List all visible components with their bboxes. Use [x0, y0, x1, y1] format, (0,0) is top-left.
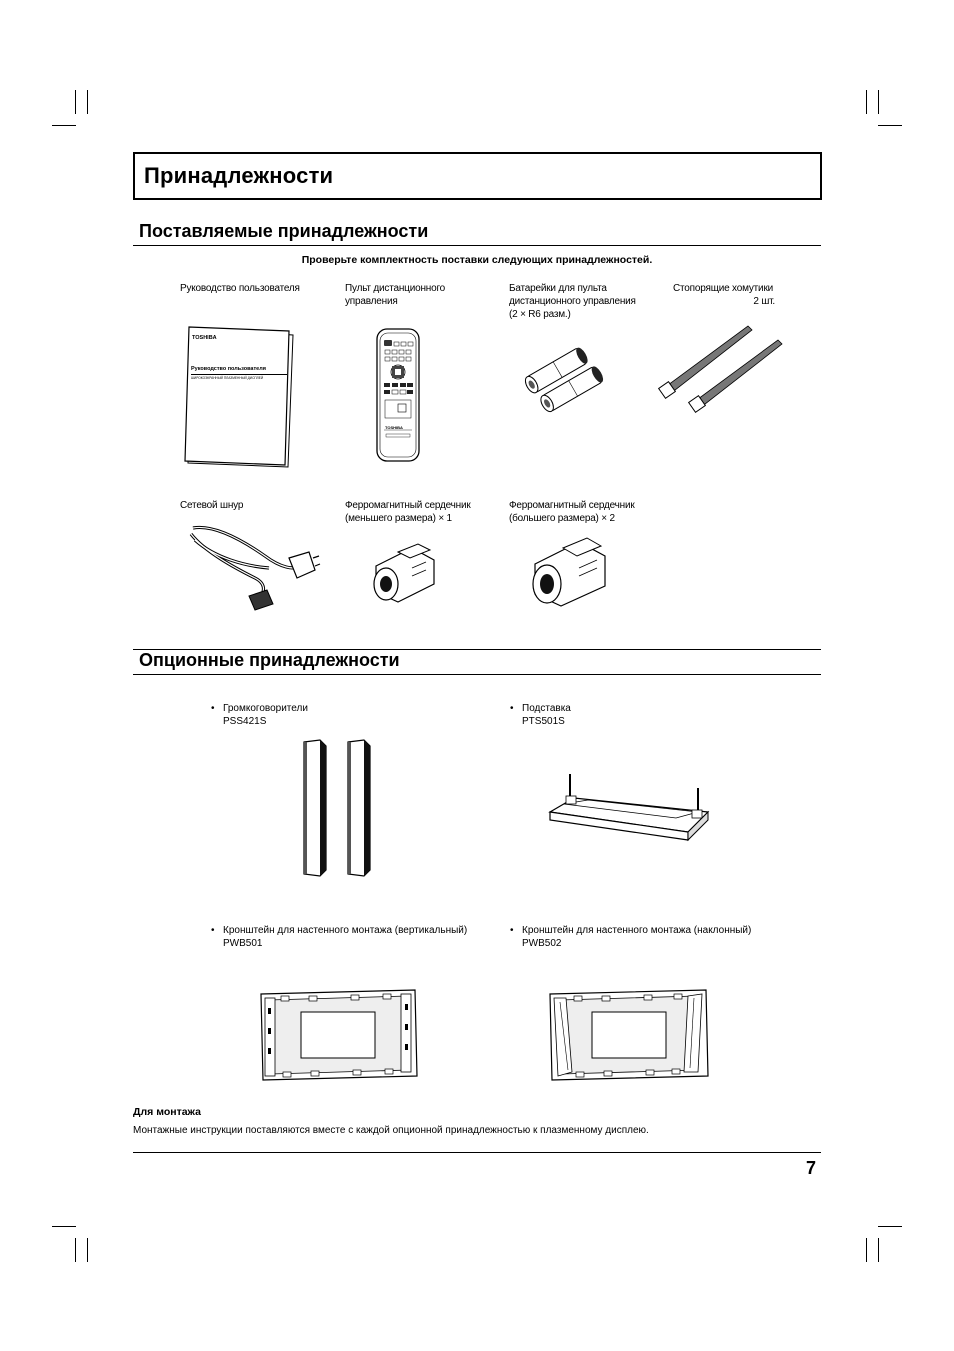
stand-illustration	[548, 770, 710, 848]
wall-bracket-tilt-illustration	[548, 988, 710, 1082]
page-title: Принадлежности	[144, 163, 334, 188]
optional-item-bracket-tilt: • Кронштейн для настенного монтажа (наклонный) PWB502	[510, 925, 752, 949]
item-label-cord: Сетевой шнур	[180, 500, 244, 511]
wall-bracket-vertical-illustration	[259, 988, 419, 1082]
manual-cover-title: Руководство пользователя	[191, 366, 266, 372]
manual-cover-subtitle: ШИРОКОЭКРАННЫЙ ПЛАЗМЕННЫЙ ДИСПЛЕЙ	[191, 374, 287, 380]
optional-heading	[133, 650, 821, 675]
ferrite-core-small-illustration	[368, 540, 440, 608]
ferrite-core-large-illustration	[527, 534, 611, 612]
remote-brand: TOSHIBA	[385, 425, 403, 430]
page-title-box	[133, 152, 822, 200]
bottom-rule	[133, 1152, 821, 1153]
speakers-illustration	[296, 738, 378, 878]
manual-illustration	[185, 325, 295, 470]
page-number: 7	[806, 1158, 817, 1178]
item-label-ties: Стопорящие хомутики 2 шт.	[673, 283, 775, 307]
item-label-core-small: Ферромагнитный сердечник (меньшего размера) × 1	[345, 500, 471, 524]
item-label-remote: Пульт дистанционного управления	[345, 283, 446, 307]
power-cord-illustration	[185, 522, 320, 612]
ties-illustration	[658, 322, 786, 414]
item-label-manual: Руководство пользователя	[180, 283, 300, 294]
mounting-note-title: Для монтажа	[133, 1106, 201, 1118]
remote-illustration	[376, 328, 420, 462]
item-label-core-large: Ферромагнитный сердечник (большего размера) × 2	[509, 500, 635, 524]
manual-brand: TOSHIBA	[192, 335, 217, 341]
supplied-heading	[133, 218, 821, 246]
optional-item-speakers: • Громкоговорители PSS421S	[211, 703, 308, 727]
item-label-batteries: Батарейки для пульта дистанционного управления (2 × R6 разм.)	[509, 283, 636, 320]
optional-heading-text: Опционные принадлежности	[139, 650, 400, 670]
optional-item-stand: • Подставка PTS501S	[510, 703, 571, 727]
mounting-note-text: Монтажные инструкции поставляются вместе с каждой опционной принадлежностью к плазменному дисплею.	[133, 1125, 649, 1136]
supplied-instruction: Проверьте комплектность поставки следующих принадлежностей.	[301, 254, 653, 266]
supplied-heading-text: Поставляемые принадлежности	[139, 221, 429, 241]
batteries-illustration	[525, 346, 615, 416]
optional-item-bracket-vertical: • Кронштейн для настенного монтажа (вертикальный) PWB501	[211, 925, 468, 949]
